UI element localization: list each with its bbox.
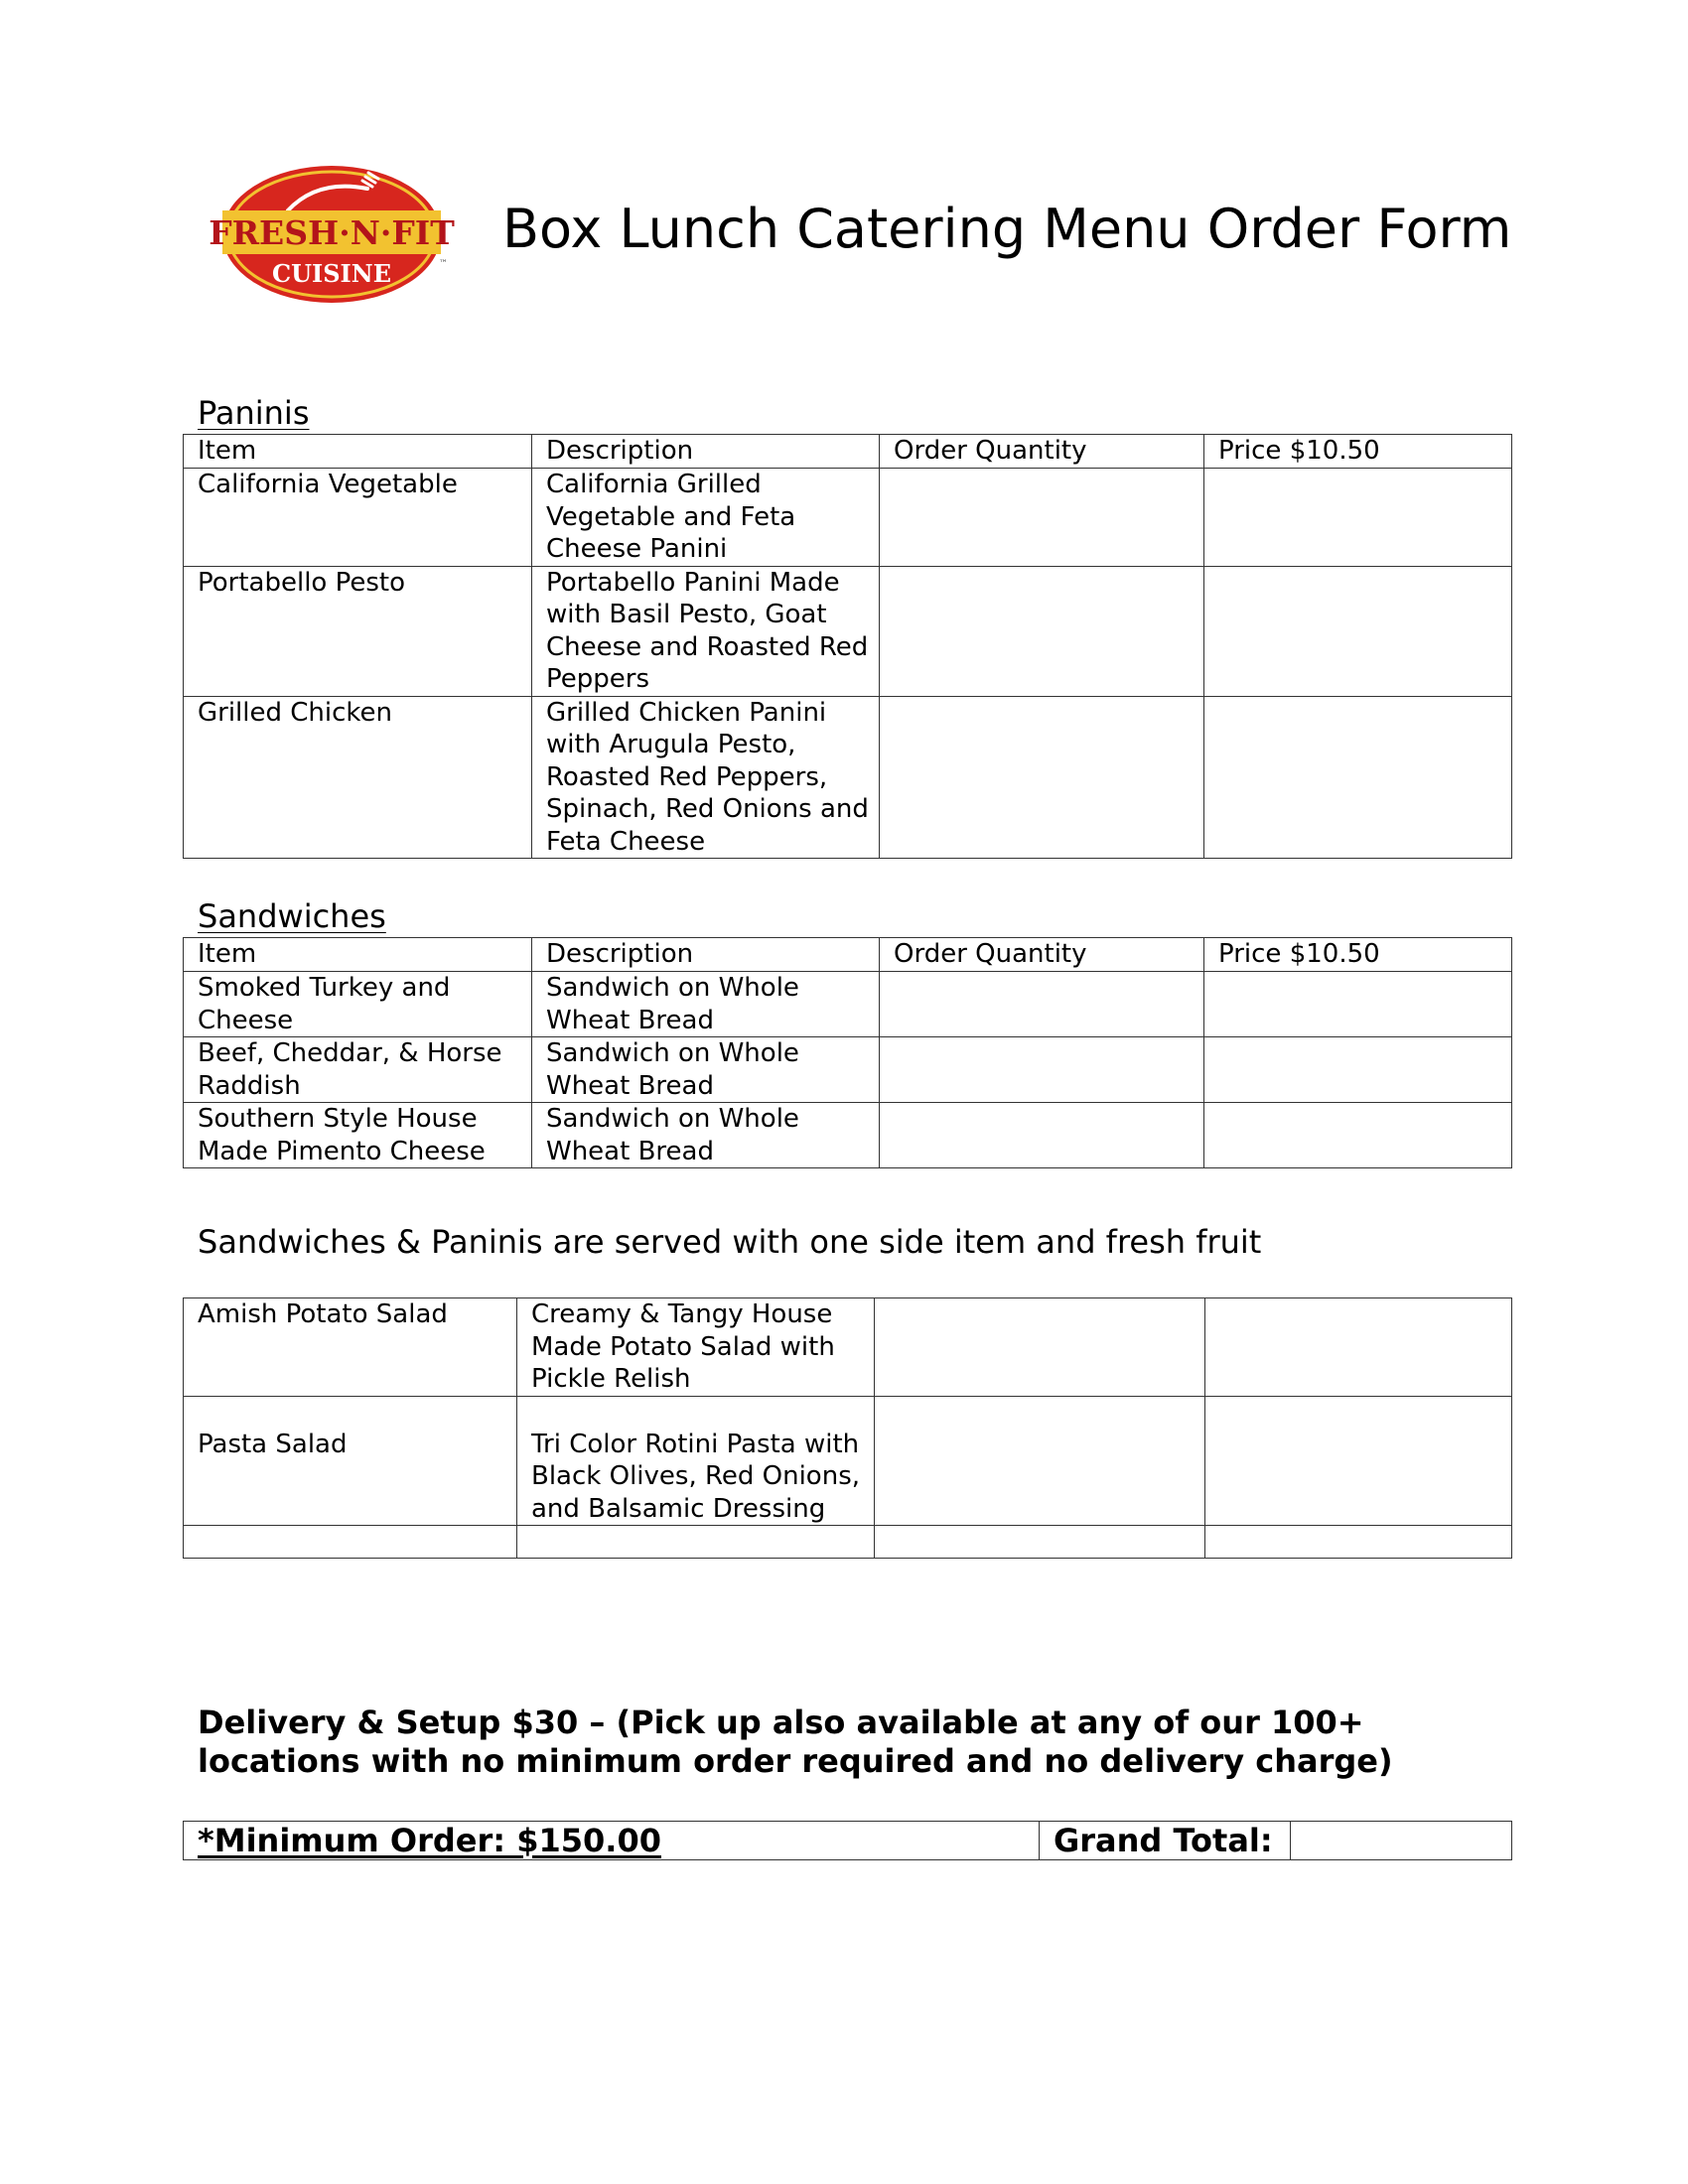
quantity-cell[interactable]: [880, 566, 1204, 696]
sides-table: [183, 1297, 1512, 1559]
minimum-order-cell: [184, 1822, 1040, 1860]
table-row: [184, 566, 1512, 696]
grand-total-value[interactable]: [1291, 1822, 1512, 1860]
price-cell[interactable]: [1205, 1298, 1512, 1397]
column-header: Order Quantity: [880, 938, 1204, 972]
sandwiches-heading: Sandwiches: [198, 897, 386, 935]
quantity-cell[interactable]: [880, 1037, 1204, 1103]
column-header: Item: [184, 938, 532, 972]
paninis-table: [183, 434, 1512, 859]
quantity-cell[interactable]: [880, 469, 1204, 567]
minimum-order-label: *Minimum Order: $150.00: [198, 1822, 661, 1859]
table-row: [184, 1037, 1512, 1103]
table-row: [184, 696, 1512, 859]
table-row: [184, 1298, 1512, 1397]
table-row: [184, 1103, 1512, 1168]
sides-note: Sandwiches & Paninis are served with one side item and fresh fruit: [198, 1223, 1262, 1261]
price-cell[interactable]: [1204, 696, 1512, 859]
price-cell[interactable]: [1204, 1037, 1512, 1103]
item-cell: Beef, Cheddar, & Horse Raddish: [184, 1037, 532, 1103]
column-header: Price $10.50: [1204, 435, 1512, 469]
fresh-n-fit-logo: [209, 159, 455, 306]
quantity-cell[interactable]: [880, 1103, 1204, 1168]
price-cell[interactable]: [1204, 469, 1512, 567]
quantity-cell[interactable]: [880, 972, 1204, 1037]
totals-table: [183, 1821, 1512, 1860]
description-cell: Grilled Chicken Panini with Arugula Pesto, Roasted Red Peppers, Spinach, Red Onions and Feta Cheese: [532, 696, 880, 859]
table-row: [184, 469, 1512, 567]
paninis-heading: Paninis: [198, 394, 310, 432]
item-cell: Grilled Chicken: [184, 696, 532, 859]
item-cell: California Vegetable: [184, 469, 532, 567]
quantity-cell[interactable]: [880, 696, 1204, 859]
logo-trademark: ™: [439, 259, 448, 269]
table-row: [184, 1526, 1512, 1559]
item-cell: Portabello Pesto: [184, 566, 532, 696]
description-cell: Sandwich on Whole Wheat Bread: [532, 972, 880, 1037]
price-cell[interactable]: [1204, 1103, 1512, 1168]
table-row: [184, 1396, 1512, 1526]
page-title: Box Lunch Catering Menu Order Form: [502, 198, 1512, 260]
table-row: [184, 972, 1512, 1037]
logo-name: FRESH·N·FIT: [209, 213, 455, 252]
description-cell: California Grilled Vegetable and Feta Cheese Panini: [532, 469, 880, 567]
logo-subname: CUISINE: [271, 259, 392, 288]
grand-total-label: Grand Total:: [1040, 1822, 1291, 1860]
description-cell: Creamy & Tangy House Made Potato Salad with Pickle Relish: [517, 1298, 875, 1397]
price-cell[interactable]: [1204, 566, 1512, 696]
column-header: Description: [532, 938, 880, 972]
table-header-row: [184, 435, 1512, 469]
sandwiches-table: [183, 937, 1512, 1168]
column-header: Description: [532, 435, 880, 469]
price-cell[interactable]: [1205, 1396, 1512, 1526]
totals-row: [184, 1822, 1512, 1860]
description-cell: Portabello Panini Made with Basil Pesto, Goat Cheese and Roasted Red Peppers: [532, 566, 880, 696]
description-cell: Tri Color Rotini Pasta with Black Olives, Red Onions, and Balsamic Dressing: [517, 1396, 875, 1526]
column-header: Item: [184, 435, 532, 469]
delivery-note: Delivery & Setup $30 – (Pick up also available at any of our 100+ locations with no minimum order required and no delivery charge): [198, 1704, 1393, 1780]
item-cell[interactable]: [184, 1526, 517, 1559]
item-cell: Amish Potato Salad: [184, 1298, 517, 1397]
price-cell[interactable]: [1204, 972, 1512, 1037]
quantity-cell[interactable]: [875, 1526, 1205, 1559]
description-cell: Sandwich on Whole Wheat Bread: [532, 1103, 880, 1168]
item-cell: Smoked Turkey and Cheese: [184, 972, 532, 1037]
item-cell: Pasta Salad: [184, 1396, 517, 1526]
quantity-cell[interactable]: [875, 1298, 1205, 1397]
description-cell: Sandwich on Whole Wheat Bread: [532, 1037, 880, 1103]
price-cell[interactable]: [1205, 1526, 1512, 1559]
table-header-row: [184, 938, 1512, 972]
quantity-cell[interactable]: [875, 1396, 1205, 1526]
column-header: Price $10.50: [1204, 938, 1512, 972]
description-cell[interactable]: [517, 1526, 875, 1559]
column-header: Order Quantity: [880, 435, 1204, 469]
item-cell: Southern Style House Made Pimento Cheese: [184, 1103, 532, 1168]
